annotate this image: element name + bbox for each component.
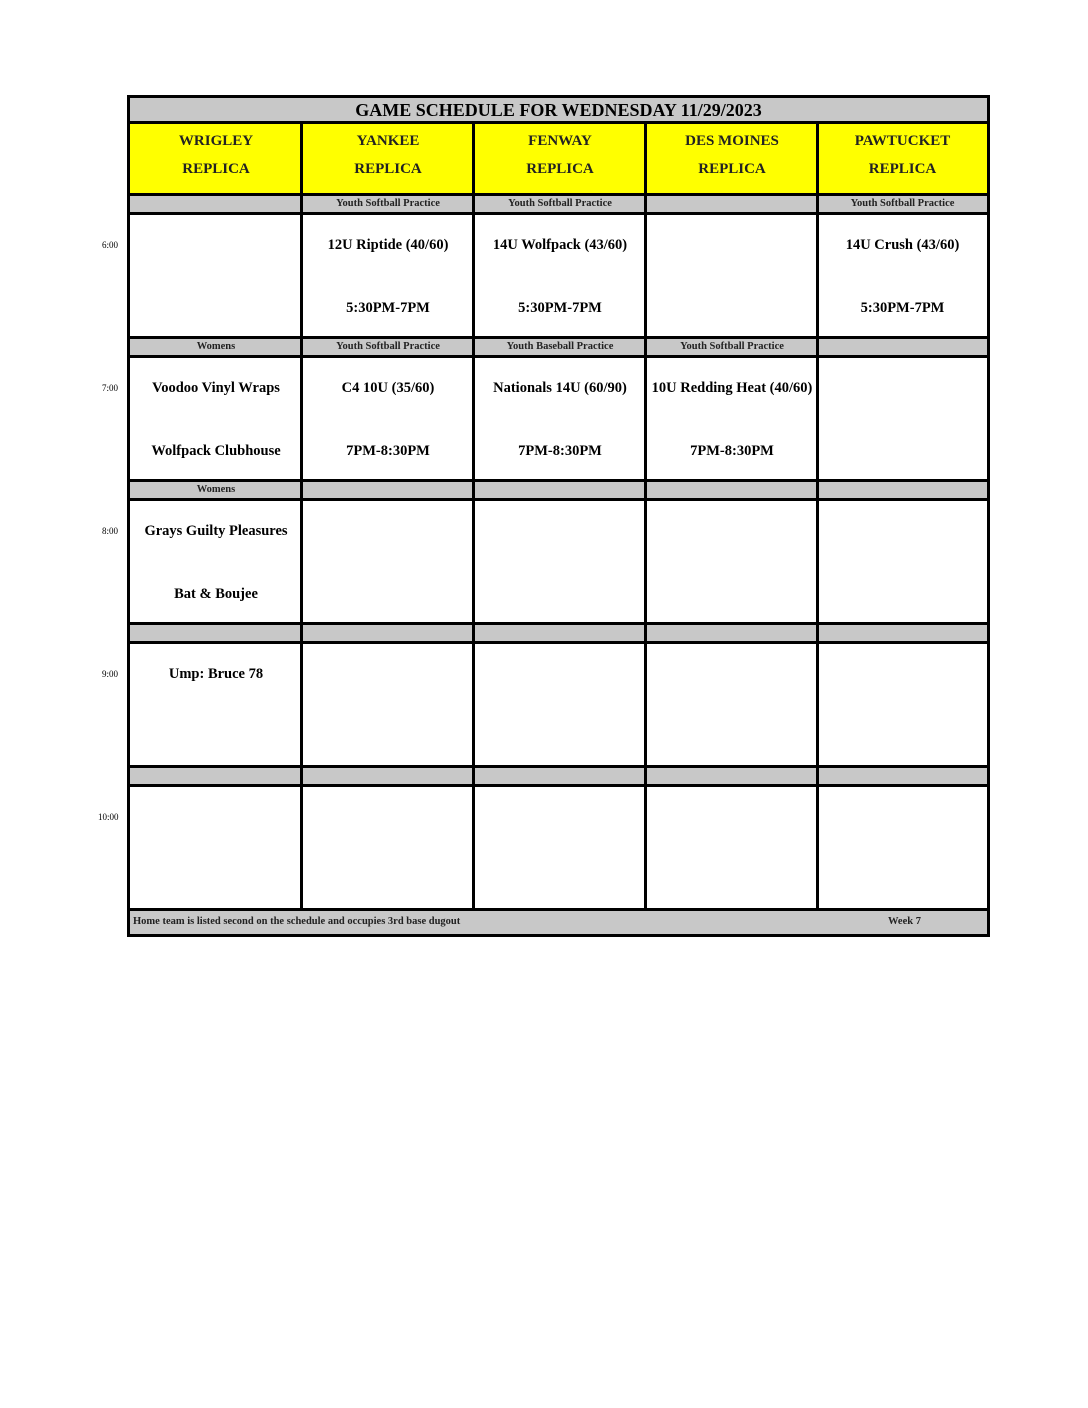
slot-category-label: Youth Softball Practice bbox=[646, 339, 818, 358]
cell-line-1: Nationals 14U (60/90) bbox=[493, 380, 627, 396]
slot-category-label bbox=[818, 625, 987, 644]
slot-category-label bbox=[646, 625, 818, 644]
schedule-cell bbox=[302, 358, 474, 482]
cell-line-1: Voodoo Vinyl Wraps bbox=[152, 380, 280, 396]
schedule-cell bbox=[646, 644, 818, 768]
field-header-wrigley bbox=[130, 124, 302, 196]
home-team-note: Home team is listed second on the schedule and occupies 3rd base dugout bbox=[133, 916, 461, 927]
cell-line-2: 5:30PM-7PM bbox=[518, 300, 602, 316]
field-sub: REPLICA bbox=[354, 161, 422, 177]
column-divider bbox=[644, 124, 647, 917]
field-header-yankee bbox=[302, 124, 474, 196]
slot-category-label bbox=[818, 482, 987, 501]
slot-category-label: Youth Softball Practice bbox=[302, 339, 474, 358]
schedule-cell bbox=[474, 215, 646, 339]
schedule-cell bbox=[302, 215, 474, 339]
column-divider bbox=[472, 124, 475, 917]
schedule-cell bbox=[130, 787, 302, 911]
field-sub: REPLICA bbox=[182, 161, 250, 177]
cell-line-1: Grays Guilty Pleasures bbox=[144, 523, 288, 539]
schedule-cell bbox=[818, 501, 987, 625]
slot-category-label bbox=[818, 768, 987, 787]
slot-category-label: Youth Softball Practice bbox=[818, 196, 987, 215]
field-name: DES MOINES bbox=[685, 133, 779, 149]
schedule-footer bbox=[130, 911, 987, 934]
slot-category-label: Womens bbox=[130, 339, 302, 358]
schedule-cell bbox=[302, 787, 474, 911]
field-sub: REPLICA bbox=[526, 161, 594, 177]
cell-line-1: 12U Riptide (40/60) bbox=[327, 237, 449, 253]
cell-line-2: 5:30PM-7PM bbox=[346, 300, 430, 316]
time-label: 6:00 bbox=[102, 240, 119, 250]
slot-category-label: Youth Softball Practice bbox=[474, 196, 646, 215]
slot-category-label bbox=[474, 768, 646, 787]
schedule-cell bbox=[474, 501, 646, 625]
column-divider bbox=[816, 124, 819, 917]
cell-line-2: 5:30PM-7PM bbox=[860, 300, 945, 316]
field-name: PAWTUCKET bbox=[854, 133, 951, 149]
schedule-cell bbox=[818, 358, 987, 482]
week-label: Week 7 bbox=[888, 916, 921, 927]
schedule-cell bbox=[474, 358, 646, 482]
schedule-cell bbox=[474, 787, 646, 911]
schedule-cell bbox=[130, 358, 302, 482]
schedule-cell bbox=[818, 215, 987, 339]
schedule-sheet bbox=[127, 95, 990, 937]
cell-line-2: 7PM-8:30PM bbox=[346, 443, 430, 459]
slot-category-label bbox=[130, 768, 302, 787]
schedule-cell bbox=[302, 644, 474, 768]
slot-category-label bbox=[130, 625, 302, 644]
cell-line-2: Bat & Boujee bbox=[174, 586, 258, 602]
slot-category-label: Youth Softball Practice bbox=[302, 196, 474, 215]
field-sub: REPLICA bbox=[698, 161, 766, 177]
time-label: 10:00 bbox=[98, 812, 119, 822]
cell-line-1: C4 10U (35/60) bbox=[341, 380, 435, 396]
slot-category-label bbox=[302, 625, 474, 644]
cell-line-1: 14U Crush (43/60) bbox=[845, 237, 960, 253]
time-label: 9:00 bbox=[102, 669, 119, 679]
cell-line-2: 7PM-8:30PM bbox=[518, 443, 602, 459]
slot-category-label bbox=[474, 625, 646, 644]
slot-category-label bbox=[646, 482, 818, 501]
schedule-cell bbox=[646, 358, 818, 482]
slot-category-label bbox=[646, 768, 818, 787]
schedule-cell bbox=[302, 501, 474, 625]
slot-category-label bbox=[474, 482, 646, 501]
schedule-cell bbox=[818, 787, 987, 911]
cell-line-2: 7PM-8:30PM bbox=[690, 443, 774, 459]
field-sub: REPLICA bbox=[868, 161, 937, 177]
slot-category-label bbox=[302, 768, 474, 787]
cell-line-1: 14U Wolfpack (43/60) bbox=[492, 237, 628, 253]
schedule-cell bbox=[130, 501, 302, 625]
field-name: FENWAY bbox=[528, 133, 592, 149]
slot-category-label bbox=[302, 482, 474, 501]
column-divider bbox=[300, 124, 303, 917]
schedule-cell bbox=[130, 215, 302, 339]
field-header-des-moines bbox=[646, 124, 818, 196]
slot-category-label bbox=[818, 339, 987, 358]
schedule-cell bbox=[818, 644, 987, 768]
schedule-cell bbox=[130, 644, 302, 768]
field-name: WRIGLEY bbox=[178, 133, 254, 149]
slot-category-label: Womens bbox=[130, 482, 302, 501]
slot-category-label bbox=[646, 196, 818, 215]
slot-category-label: Youth Baseball Practice bbox=[474, 339, 646, 358]
time-label: 7:00 bbox=[102, 383, 119, 393]
schedule-title: GAME SCHEDULE FOR WEDNESDAY 11/29/2023 bbox=[130, 98, 987, 124]
cell-line-1: 10U Redding Heat (40/60) bbox=[651, 380, 813, 396]
field-header-fenway bbox=[474, 124, 646, 196]
schedule-cell bbox=[646, 501, 818, 625]
slot-category-label bbox=[130, 196, 302, 215]
field-name: YANKEE bbox=[356, 133, 420, 149]
schedule-cell bbox=[646, 787, 818, 911]
time-label: 8:00 bbox=[102, 526, 119, 536]
schedule-cell bbox=[474, 644, 646, 768]
field-header-pawtucket bbox=[818, 124, 987, 196]
schedule-cell bbox=[646, 215, 818, 339]
cell-line-2: Wolfpack Clubhouse bbox=[151, 443, 281, 459]
cell-line-1: Ump: Bruce 78 bbox=[168, 666, 264, 682]
